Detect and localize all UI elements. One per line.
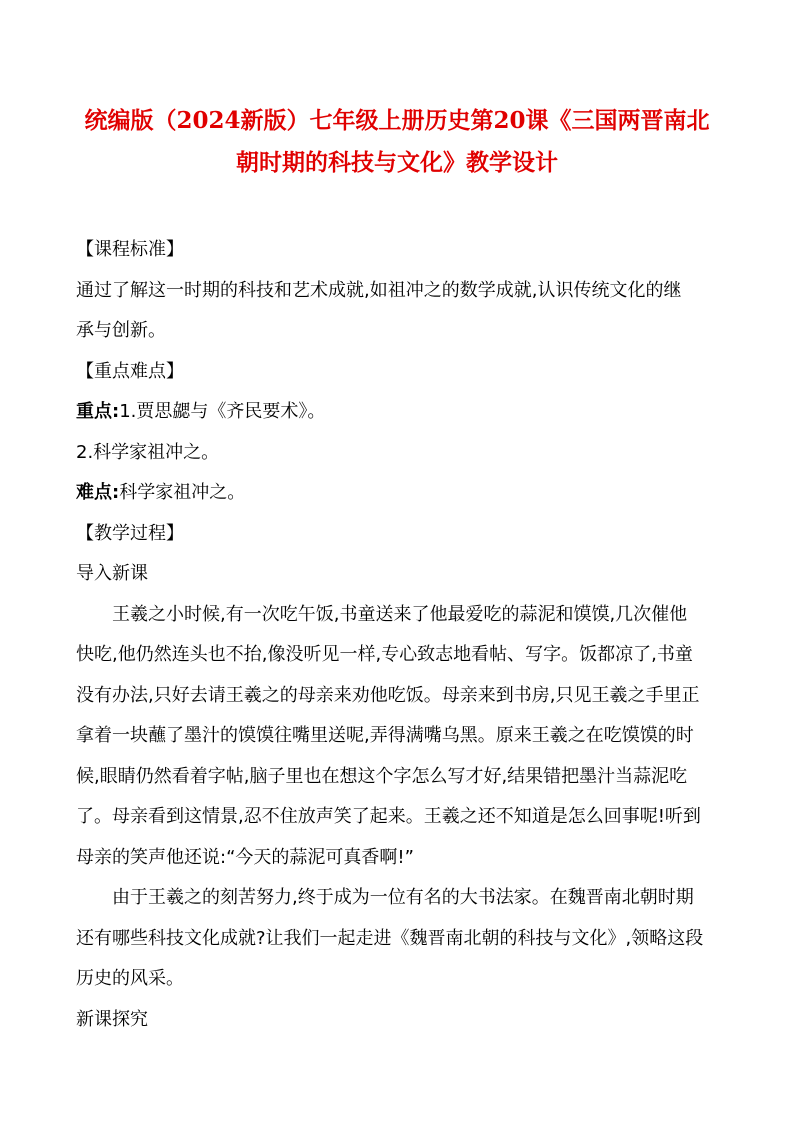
document-title xyxy=(60,100,734,184)
story-line: 了。母亲看到这情景,忍不住放声笑了起来。王羲之还不知道是怎么回事呢!听到 xyxy=(76,806,701,827)
subheading-new-lesson: 新课探究 xyxy=(76,1008,148,1030)
title-line-1: 统编版（2024新版）七年级上册历史第20课《三国两晋南北 xyxy=(84,107,710,134)
key-label: 重点: xyxy=(76,401,120,422)
section-heading-process: 【教学过程】 xyxy=(76,522,184,544)
story-line: 没有办法,只好去请王羲之的母亲来劝他吃饭。母亲来到书房,只见王羲之手里正 xyxy=(76,684,700,706)
story-line: 快吃,他仍然连头也不抬,像没听见一样,专心致志地看帖、写字。饭都凉了,书童 xyxy=(76,644,693,665)
document-body xyxy=(76,230,726,1040)
key-point-line xyxy=(76,392,726,433)
difficulty-text: 科学家祖冲之。 xyxy=(119,482,246,503)
paragraph-line: 还有哪些科技文化成就?让我们一起走进《魏晋南北朝的科技与文化》,领略这段 xyxy=(76,927,704,949)
paragraph-line: 由于王羲之的刻苦努力,终于成为一位有名的大书法家。在魏晋南北朝时期 xyxy=(112,887,694,908)
story-line: 母亲的笑声他还说:“今天的蒜泥可真香啊!” xyxy=(76,846,414,868)
paragraph-line: 通过了解这一时期的科技和艺术成就,如祖冲之的数学成就,认识传统文化的继 xyxy=(76,279,682,301)
paragraph-line: 历史的风采。 xyxy=(76,968,184,989)
subheading-intro: 导入新课 xyxy=(76,563,148,584)
story-line: 候,眼睛仍然看着字帖,脑子里也在想这个字怎么写才好,结果错把墨汁当蒜泥吃 xyxy=(76,765,688,787)
section-heading-standard: 【课程标准】 xyxy=(76,239,184,260)
paragraph-line: 承与创新。 xyxy=(76,320,166,341)
difficulty-line xyxy=(76,473,726,514)
key-point-line-2: 2.科学家祖冲之。 xyxy=(76,441,220,463)
title-line-2: 朝时期的科技与文化》教学设计 xyxy=(236,149,558,176)
story-line: 拿着一块蘸了墨汁的馍馍往嘴里送呢,弄得满嘴乌黑。原来王羲之在吃馍馍的时 xyxy=(76,725,694,746)
key-point-text: 1.贾思勰与《齐民要术》。 xyxy=(119,401,326,422)
story-line: 王羲之小时候,有一次吃午饭,书童送来了他最爱吃的蒜泥和馍馍,几次催他 xyxy=(112,603,688,625)
difficulty-label: 难点: xyxy=(76,482,120,503)
section-heading-key-points: 【重点难点】 xyxy=(76,360,184,382)
